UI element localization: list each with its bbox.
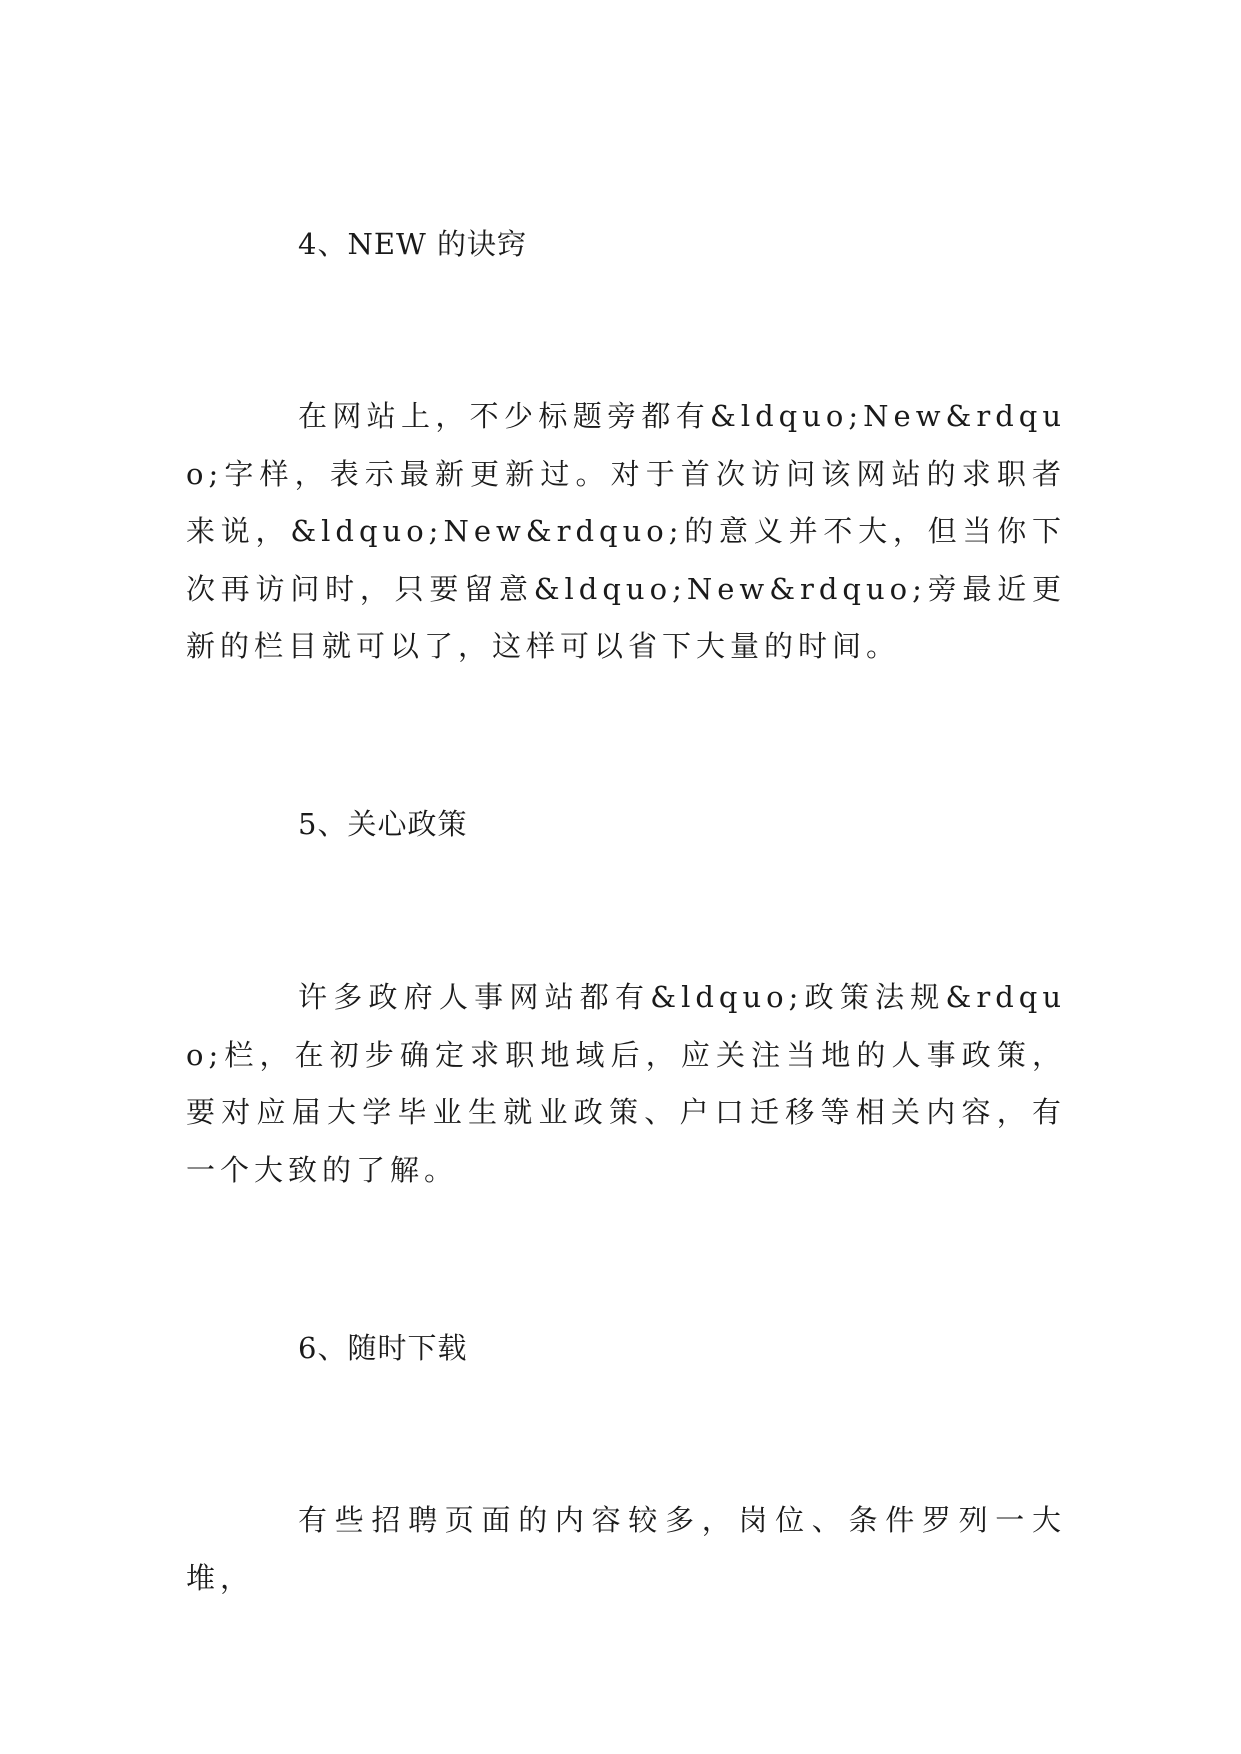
section-paragraph-download: 有些招聘页面的内容较多，岗位、条件罗列一大堆， <box>186 1503 1066 1595</box>
section-heading-policy: 5、关心政策 <box>298 807 468 841</box>
section-paragraph-policy: 许多政府人事网站都有&ldquo;政策法规&rdquo;栏，在初步确定求职地域后，应关注当地的人事政策，要对应届大学毕业生就业政策、户口迁移等相关内容，有一个大致的了解。 <box>186 980 1066 1187</box>
section-heading-download: 6、随时下载 <box>298 1331 468 1365</box>
section-paragraph-new-tips: 在网站上，不少标题旁都有&ldquo;New&rdquo;字样，表示最新更新过。对于首次访问该网站的求职者来说，&ldquo;New&rdquo;的意义并不大，但当你下次再访问时，只要留意&ldquo;New&rdquo;旁最近更新的栏目就可以了，这样可以省下大量的时间。 <box>186 399 1066 663</box>
section-heading-new-tips: 4、NEW 的诀窍 <box>298 227 528 261</box>
